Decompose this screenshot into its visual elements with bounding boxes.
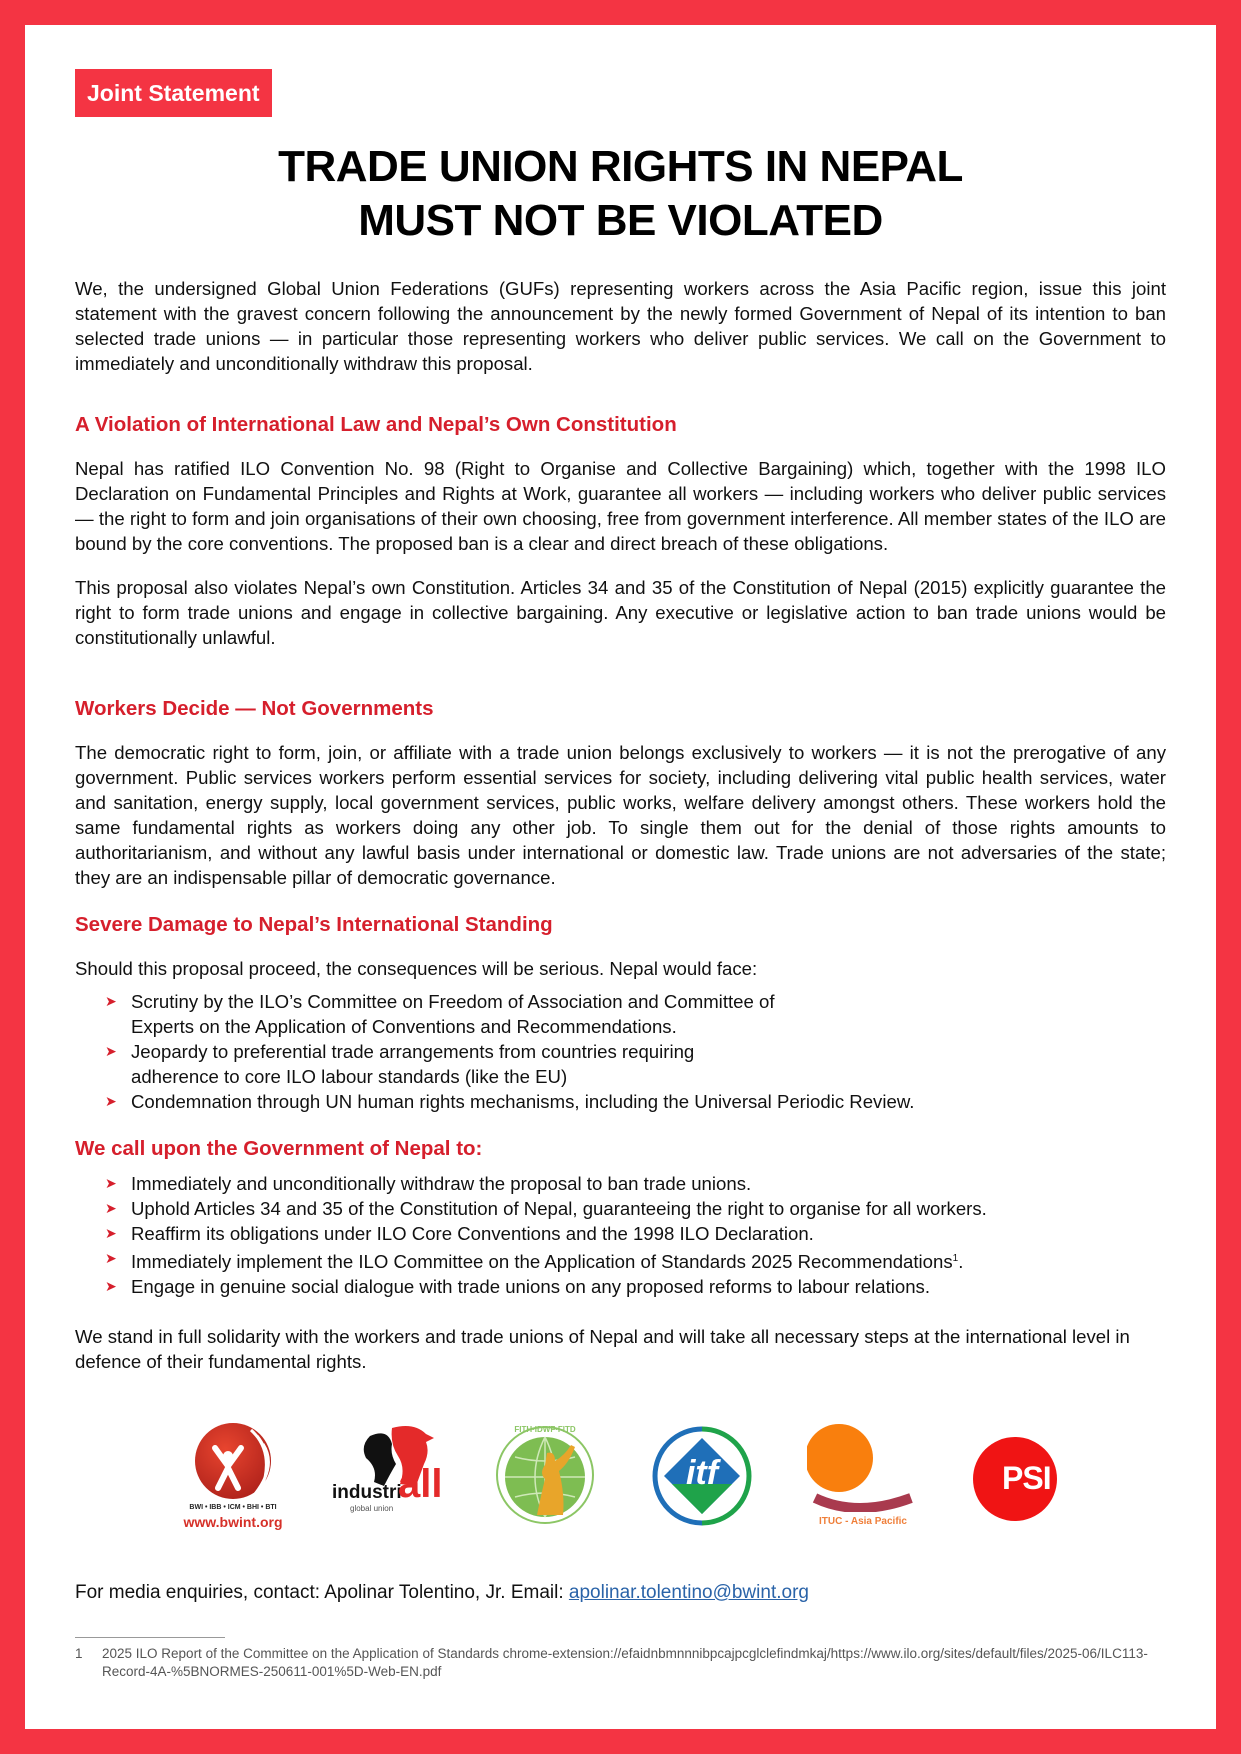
list-item: ➤ Jeopardy to preferential trade arrangements from countries requiring adherence to core ILO labour standards (like the EU) — [105, 1041, 695, 1087]
joint-statement-tag: Joint Statement — [75, 69, 272, 117]
section-paragraph: The democratic right to form, join, or affiliate with a trade union belongs exclusively to workers — it is not the prerogative of any government. Public services workers perform essential services for society, including delivering vital public health services, water and sanitation, energy supply, local government services, public works, welfare delivery amongst others. These workers hold the same fundamental rights as workers doing any other job. To single them out for the denial of those rights amounts to authoritarianism, and without any lawful basis under international or domestic law. Trade unions are not adversaries of the state; they are an indispensable pillar of democratic governance. — [75, 742, 1166, 888]
intro-paragraph: We, the undersigned Global Union Federations (GUFs) representing workers across the Asia Pacific region, issue this joint statement with the gravest concern following the announcement by the newly formed Government of Nepal of its intention to ban selected trade unions — in particular those representing workers who deliver public services. We call on the Government to immediately and unconditionally withdraw this proposal. — [75, 278, 1166, 374]
consequences-list — [75, 989, 1166, 1114]
section-international-standing — [75, 912, 1166, 1114]
idwf-globe-icon — [495, 1425, 595, 1525]
section-heading: Workers Decide — Not Governments — [75, 697, 434, 720]
arrow-bullet-icon: ➤ — [105, 1250, 117, 1266]
arrow-bullet-icon: ➤ — [105, 1175, 117, 1191]
section-call-upon — [75, 1136, 1166, 1299]
list-item: ➤ Immediately implement the ILO Committee on the Application of Standards 2025 Recommendations$^1$. — [131, 1246, 1166, 1274]
page-title — [25, 140, 1216, 248]
footnote-number: 1 — [75, 1646, 83, 1661]
section-heading: We call upon the Government of Nepal to: — [75, 1137, 483, 1160]
psi-logo: PSI — [972, 1436, 1058, 1522]
list-item: ➤ Condemnation through UN human rights mechanisms, including the Universal Periodic Review. — [105, 1091, 915, 1112]
media-contact — [75, 1580, 809, 1605]
list-item: ➤ Engage in genuine social dialogue with trade unions on any proposed reforms to labour relations. — [105, 1276, 931, 1298]
ituc-logo: ITUC - Asia Pacific — [807, 1422, 917, 1532]
logos-row — [25, 1390, 1216, 1530]
list-item: ➤ Uphold Articles 34 and 35 of the Constitution of Nepal, guaranteeing the right to organise for all workers. — [105, 1198, 987, 1219]
section-workers-decide — [75, 696, 1166, 890]
title-line-2: MUST NOT BE VIOLATED — [358, 196, 883, 245]
arrow-bullet-icon: ➤ — [105, 1278, 117, 1295]
list-item: ➤ Scrutiny by the ILO’s Committee on Freedom of Association and Committee of Experts on the Application of Conventions and Recommendations. — [105, 991, 775, 1037]
footnote — [75, 1645, 1166, 1681]
closing-block — [75, 1324, 1166, 1374]
industriall-logo: industri all global union — [330, 1424, 450, 1524]
section-heading: A Violation of International Law and Nepal’s Own Constitution — [75, 413, 677, 436]
bwi-logo: BWI • IBB • ICM • BHI • BTI www.bwint.org — [173, 1418, 293, 1538]
footnote-text: 2025 ILO Report of the Committee on the Application of Standards chrome-extension://efaidnbmnnnibpcajpcglclefindmkaj/https://www.ilo.org/sites/default/files/2025-06/ILC113-Record-4A-%5BNORMES-250611-001%5D-Web-EN.pdf — [102, 1646, 1148, 1679]
contact-email-link[interactable]: apolinar.tolentino@bwint.org — [568, 1582, 809, 1603]
demands-list — [75, 1171, 1166, 1299]
arrow-bullet-icon: ➤ — [105, 1225, 117, 1241]
list-item: ➤ Reaffirm its obligations under ILO Core Conventions and the 1998 ILO Declaration. — [105, 1223, 814, 1244]
section-lead: Should this proposal proceed, the consequences will be serious. Nepal would face: — [75, 958, 758, 979]
footnote-divider — [75, 1637, 225, 1638]
intro-paragraph-block — [75, 276, 1166, 376]
idwf-logo: FITH·IDWF·FITD — [495, 1425, 595, 1525]
arrow-bullet-icon: ➤ — [105, 1093, 117, 1109]
title-line-1: TRADE UNION RIGHTS IN NEPAL — [278, 142, 963, 191]
section-violation — [75, 412, 1166, 650]
arrow-bullet-icon: ➤ — [105, 993, 117, 1009]
arrow-bullet-icon: ➤ — [105, 1200, 117, 1216]
ituc-sun-icon — [807, 1422, 917, 1512]
arrow-bullet-icon: ➤ — [105, 1043, 117, 1059]
section-paragraph: Nepal has ratified ILO Convention No. 98 (Right to Organise and Collective Bargaining) which, together with the 1998 ILO Declaration on Fundamental Principles and Rights at Work, guarantee all workers — including workers who deliver public services — the right to form and join organisations of their own choosing, free from government interference. All member states of the ILO are bound by the core conventions. The proposed ban is a clear and direct breach of these obligations. — [75, 458, 1166, 554]
footnote-reference[interactable]: 1 — [952, 1253, 959, 1264]
contact-text: For media enquiries, contact: Apolinar Tolentino, Jr. Email: — [75, 1582, 569, 1603]
document-page — [25, 25, 1216, 1729]
itf-logo: itf — [652, 1426, 752, 1526]
list-item: ➤ Immediately and unconditionally withdraw the proposal to ban trade unions. — [105, 1173, 752, 1194]
bwi-url: www.bwint.org — [183, 1514, 283, 1530]
section-paragraph: This proposal also violates Nepal’s own Constitution. Articles 34 and 35 of the Constitution of Nepal (2015) explicitly guarantee the right to form trade unions and engage in collective bargaining. Any executive or legislative action to ban trade unions would be constitutionally unlawful. — [75, 577, 1166, 648]
section-heading: Severe Damage to Nepal’s International Standing — [75, 913, 553, 936]
closing-paragraph: We stand in full solidarity with the workers and trade unions of Nepal and will take all necessary steps at the international level in defence of their fundamental rights. — [75, 1326, 1130, 1372]
